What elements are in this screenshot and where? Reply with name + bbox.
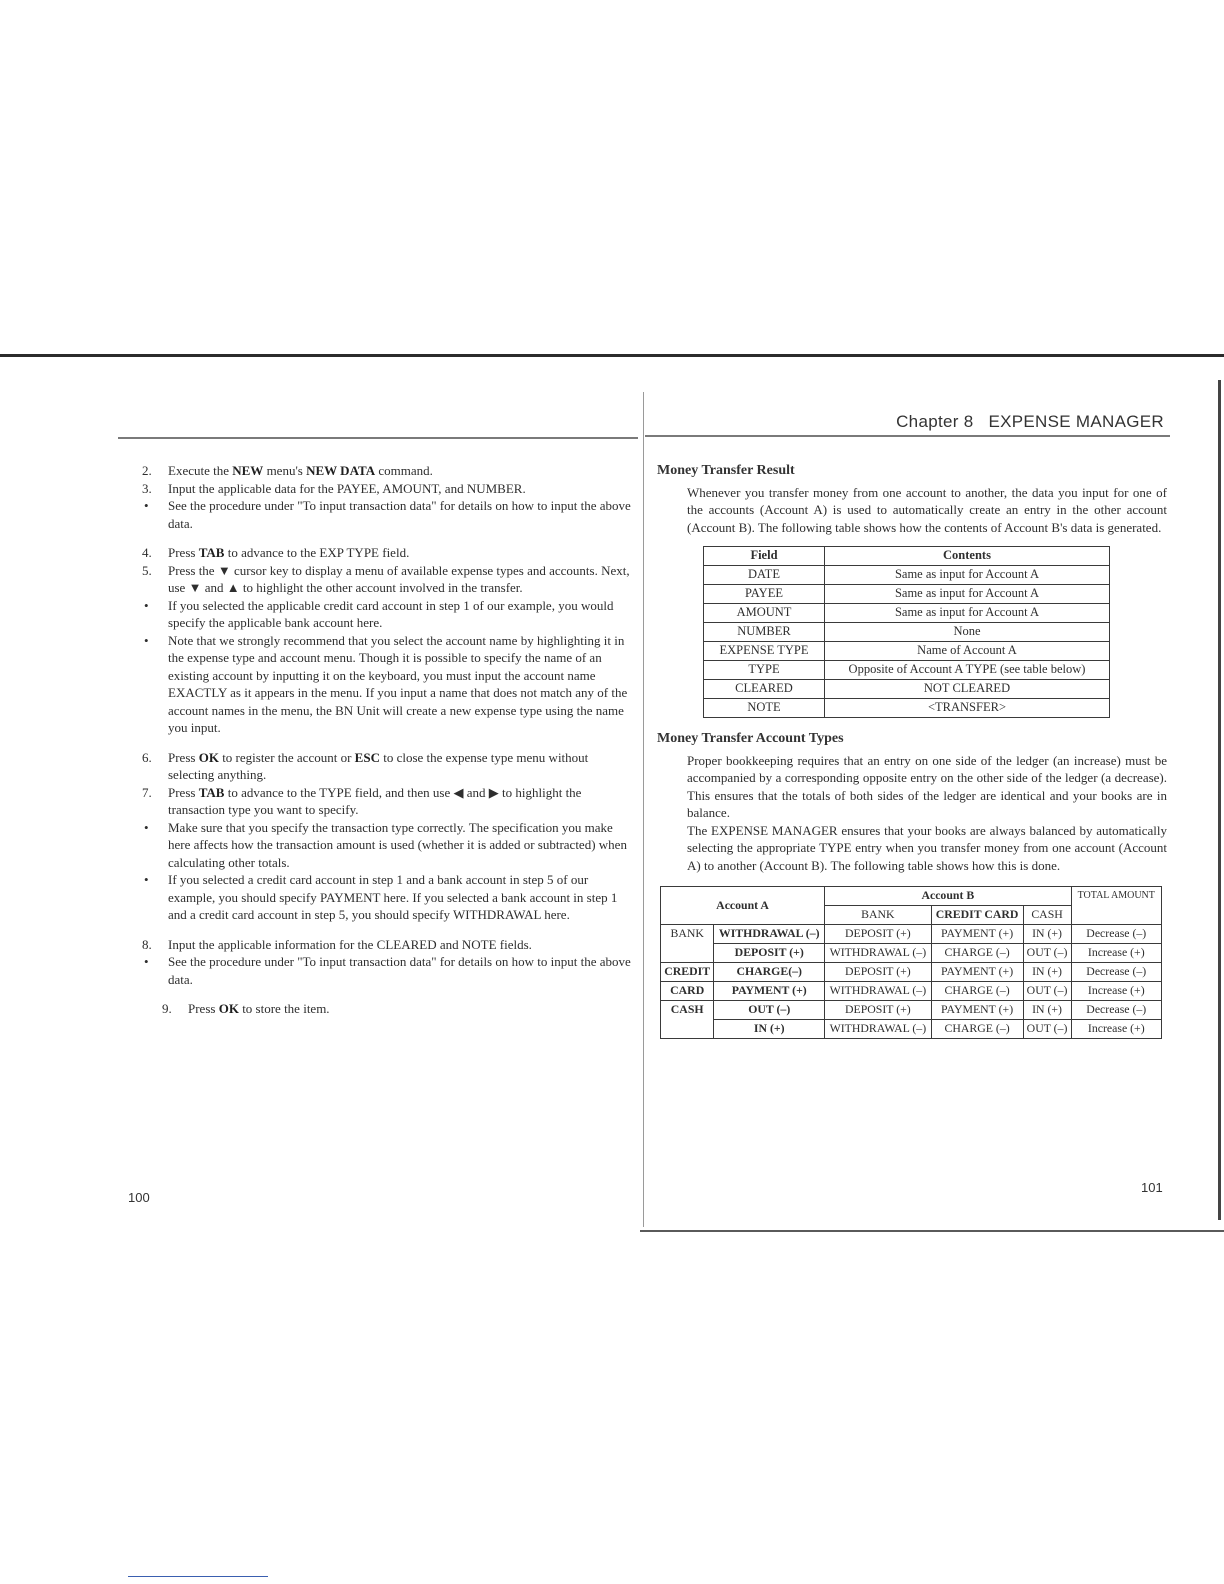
bullet-icon: •	[144, 632, 149, 648]
step-number: 2.	[142, 463, 152, 478]
field-cell: DATE	[704, 566, 825, 585]
step-text: to register the account or	[218, 749, 355, 765]
bullet-icon: •	[144, 498, 149, 513]
table-row	[661, 963, 1162, 982]
bank-cell: WITHDRAWAL (–)	[825, 944, 932, 963]
cash-cell: OUT (–)	[1023, 982, 1071, 1001]
note-text: Note that we strongly recommend that you select the account name by highlighting it in the expense type and account menu. Though it is possible to specify the name of an existing account by inputting it on the keyboard, you must input the account name EXACTLY as it appears in the menu. If you input a name that does not match any of the account names in the menu, the BN Unit will create a new expense type using the name you input.	[168, 632, 628, 735]
step-8	[142, 936, 632, 954]
contents-cell: Same as input for Account A	[825, 585, 1110, 604]
step-text: to highlight the other account involved in the transfer.	[239, 580, 523, 595]
step-keyword: TAB	[198, 545, 225, 560]
page-edge	[1218, 380, 1221, 1220]
step-5-note-1	[142, 597, 632, 632]
chapter-label: Chapter 8	[896, 412, 974, 431]
table-row	[704, 680, 1110, 699]
bank-cell: WITHDRAWAL (–)	[825, 1020, 932, 1039]
chapter-header	[896, 412, 1164, 432]
step-text: Press the	[168, 562, 218, 578]
field-cell: TYPE	[704, 661, 825, 680]
book-spine	[643, 392, 644, 1227]
table-row	[704, 699, 1110, 718]
table-row	[704, 642, 1110, 661]
contents-cell: Opposite of Account A TYPE (see table below)	[825, 661, 1110, 680]
group-credit: CREDIT	[661, 963, 714, 982]
step-number: 3.	[142, 480, 152, 496]
group-cash: CASH	[661, 1001, 714, 1039]
step-number: 8.	[142, 936, 152, 952]
table-row	[661, 944, 1162, 963]
contents-cell: None	[825, 623, 1110, 642]
step-text: to advance to the TYPE field, and then use	[224, 784, 454, 800]
down-arrow-icon: ▼	[188, 580, 202, 595]
transfer-result-paragraph: Whenever you transfer money from one account to another, the data you input for one of the accounts (Account A) is used to automatically create an entry in the other account (Account B). The following table shows how the contents of Account B's data is generated.	[687, 484, 1167, 535]
step-8-note	[142, 953, 632, 988]
cash-cell: IN (+)	[1023, 1001, 1071, 1020]
step-keyword: TAB	[198, 784, 225, 800]
table-row	[661, 1020, 1162, 1039]
note-text: If you selected the applicable credit card account in step 1 of our example, you would specify the applicable bank account here.	[168, 597, 614, 630]
step-text: to close the expense type menu without selecting anything.	[168, 749, 589, 782]
table-row	[704, 604, 1110, 623]
up-arrow-icon: ▲	[226, 580, 240, 595]
step-9	[162, 1000, 632, 1018]
bank-cell: DEPOSIT (+)	[825, 925, 932, 944]
step-keyword: NEW	[232, 463, 264, 478]
step-number: 7.	[142, 784, 152, 800]
field-cell: PAYEE	[704, 585, 825, 604]
step-text: Input the applicable data for the PAYEE, AMOUNT, and NUMBER.	[168, 480, 526, 496]
group-card: CARD	[661, 982, 714, 1001]
bank-cell: WITHDRAWAL (–)	[825, 982, 932, 1001]
field-cell: NUMBER	[704, 623, 825, 642]
cash-cell: OUT (–)	[1023, 1020, 1071, 1039]
field-header: Field	[704, 547, 825, 566]
step-keyword: ESC	[354, 749, 380, 765]
left-header-rule	[118, 437, 638, 439]
table-row	[661, 1001, 1162, 1020]
group-bank: BANK	[661, 925, 714, 963]
field-cell: NOTE	[704, 699, 825, 718]
step-text: and	[201, 580, 227, 595]
step-text: to highlight the transaction type you want to specify.	[168, 784, 582, 817]
step-number: 6.	[142, 749, 152, 765]
step-2	[142, 462, 632, 480]
step-text: Input the applicable information for the CLEARED and NOTE fields.	[168, 936, 532, 952]
step-number: 9.	[162, 1001, 172, 1016]
total-cell: Increase (+)	[1071, 982, 1161, 1001]
account-a-type: OUT (–)	[714, 1001, 825, 1020]
page-number-left: 100	[128, 1190, 150, 1205]
bank-header: BANK	[825, 906, 932, 925]
step-text: Press	[168, 545, 199, 560]
credit-card-cell: CHARGE (–)	[931, 944, 1023, 963]
left-page	[142, 462, 632, 1018]
note-text: See the procedure under "To input transaction data" for details on how to input the above data.	[168, 498, 631, 531]
total-amount-header: TOTAL AMOUNT	[1071, 887, 1161, 925]
credit-card-cell: CHARGE (–)	[931, 982, 1023, 1001]
account-b-header: Account B	[825, 887, 1071, 906]
step-3	[142, 480, 632, 498]
step-4	[142, 544, 632, 562]
cash-header: CASH	[1023, 906, 1071, 925]
table-row	[661, 925, 1162, 944]
bank-cell: DEPOSIT (+)	[825, 963, 932, 982]
account-a-type: PAYMENT (+)	[714, 982, 825, 1001]
table-header-row	[661, 887, 1162, 906]
bullet-icon: •	[144, 597, 149, 613]
bottom-underline	[128, 1576, 268, 1577]
step-5	[142, 562, 632, 597]
account-a-type: DEPOSIT (+)	[714, 944, 825, 963]
top-rule	[0, 354, 1224, 357]
section-heading-account-types: Money Transfer Account Types	[657, 731, 844, 746]
table-row	[704, 661, 1110, 680]
total-cell: Increase (+)	[1071, 1020, 1161, 1039]
cash-cell: IN (+)	[1023, 963, 1071, 982]
table-row	[704, 566, 1110, 585]
bank-cell: DEPOSIT (+)	[825, 1001, 932, 1020]
table-row	[704, 623, 1110, 642]
right-header-rule	[645, 435, 1170, 437]
field-cell: CLEARED	[704, 680, 825, 699]
step-text: cursor key to display a menu of available expense types and accounts. Next, use	[168, 562, 630, 595]
contents-cell: <TRANSFER>	[825, 699, 1110, 718]
field-cell: AMOUNT	[704, 604, 825, 623]
table-row	[661, 982, 1162, 1001]
step-5-note-2	[142, 632, 632, 737]
right-arrow-icon: ▶	[488, 784, 499, 800]
bullet-icon: •	[144, 872, 149, 887]
step-3-note	[142, 497, 632, 532]
cash-cell: IN (+)	[1023, 925, 1071, 944]
contents-cell: Same as input for Account A	[825, 566, 1110, 585]
credit-card-header: CREDIT CARD	[931, 906, 1023, 925]
step-text: command.	[375, 463, 433, 478]
page-number-right: 101	[1141, 1180, 1163, 1195]
down-arrow-icon: ▼	[217, 562, 231, 578]
account-types-paragraph-1: Proper bookkeeping requires that an entry on one side of the ledger (an increase) must be accompanied by a corresponding opposite entry on the other side of the ledger (a decrease). This ensures that the totals of both sides of the ledger are identical and your books are in balance.	[687, 752, 1167, 820]
step-text: and	[463, 784, 489, 800]
account-a-type: WITHDRAWAL (–)	[714, 925, 825, 944]
account-types-paragraph-2: The EXPENSE MANAGER ensures that your books are always balanced by automatically selecting the appropriate TYPE entry when you transfer money from one account (Account A) to another (Account B). The following table shows how this is done.	[687, 822, 1167, 873]
note-text: Make sure that you specify the transaction type correctly. The specification you make here affects how the transaction amount is used (whether it is added or subtracted) when calculating other totals.	[168, 819, 627, 870]
account-a-type: CHARGE(–)	[714, 963, 825, 982]
field-cell: EXPENSE TYPE	[704, 642, 825, 661]
right-page	[657, 462, 1167, 1039]
step-7-note-1	[142, 819, 632, 872]
credit-card-cell: PAYMENT (+)	[931, 925, 1023, 944]
step-keyword: OK	[198, 749, 219, 765]
left-arrow-icon: ◀	[453, 784, 464, 800]
transfer-result-table	[703, 546, 1110, 718]
note-text: If you selected a credit card account in step 1 and a bank account in step 5 of our example, you should specify PAYMENT here. If you selected a bank account in step 1 and a credit card account in step 5, you should specify WITHDRAWAL here.	[168, 872, 618, 922]
step-text: to advance to the EXP TYPE field.	[224, 545, 410, 560]
section-heading-transfer-result: Money Transfer Result	[657, 463, 795, 478]
total-cell: Decrease (–)	[1071, 925, 1161, 944]
step-text: to store the item.	[238, 1001, 330, 1016]
step-7-note-2	[142, 871, 632, 924]
total-cell: Decrease (–)	[1071, 1001, 1161, 1020]
contents-cell: Name of Account A	[825, 642, 1110, 661]
total-cell: Increase (+)	[1071, 944, 1161, 963]
step-keyword: NEW DATA	[306, 463, 376, 478]
account-a-header: Account A	[661, 887, 825, 925]
step-text: Press	[188, 1001, 219, 1016]
step-number: 5.	[142, 562, 152, 578]
bullet-icon: •	[144, 819, 149, 835]
step-6	[142, 749, 632, 784]
account-types-table	[660, 886, 1162, 1039]
step-text: Press	[168, 749, 199, 765]
credit-card-cell: PAYMENT (+)	[931, 963, 1023, 982]
credit-card-cell: CHARGE (–)	[931, 1020, 1023, 1039]
step-7	[142, 784, 632, 819]
contents-header: Contents	[825, 547, 1110, 566]
total-cell: Decrease (–)	[1071, 963, 1161, 982]
step-number: 4.	[142, 545, 152, 560]
table-header-row	[704, 547, 1110, 566]
chapter-title: EXPENSE MANAGER	[988, 412, 1164, 431]
contents-cell: NOT CLEARED	[825, 680, 1110, 699]
account-a-type: IN (+)	[714, 1020, 825, 1039]
step-text: Press	[168, 784, 199, 800]
contents-cell: Same as input for Account A	[825, 604, 1110, 623]
note-text: See the procedure under "To input transaction data" for details on how to input the above data.	[168, 954, 631, 987]
bullet-icon: •	[144, 954, 149, 969]
cash-cell: OUT (–)	[1023, 944, 1071, 963]
step-text: menu's	[263, 463, 307, 478]
table-row	[704, 585, 1110, 604]
step-text: Execute the	[168, 463, 233, 478]
credit-card-cell: PAYMENT (+)	[931, 1001, 1023, 1020]
bottom-rule	[640, 1230, 1224, 1232]
step-keyword: OK	[218, 1001, 239, 1016]
